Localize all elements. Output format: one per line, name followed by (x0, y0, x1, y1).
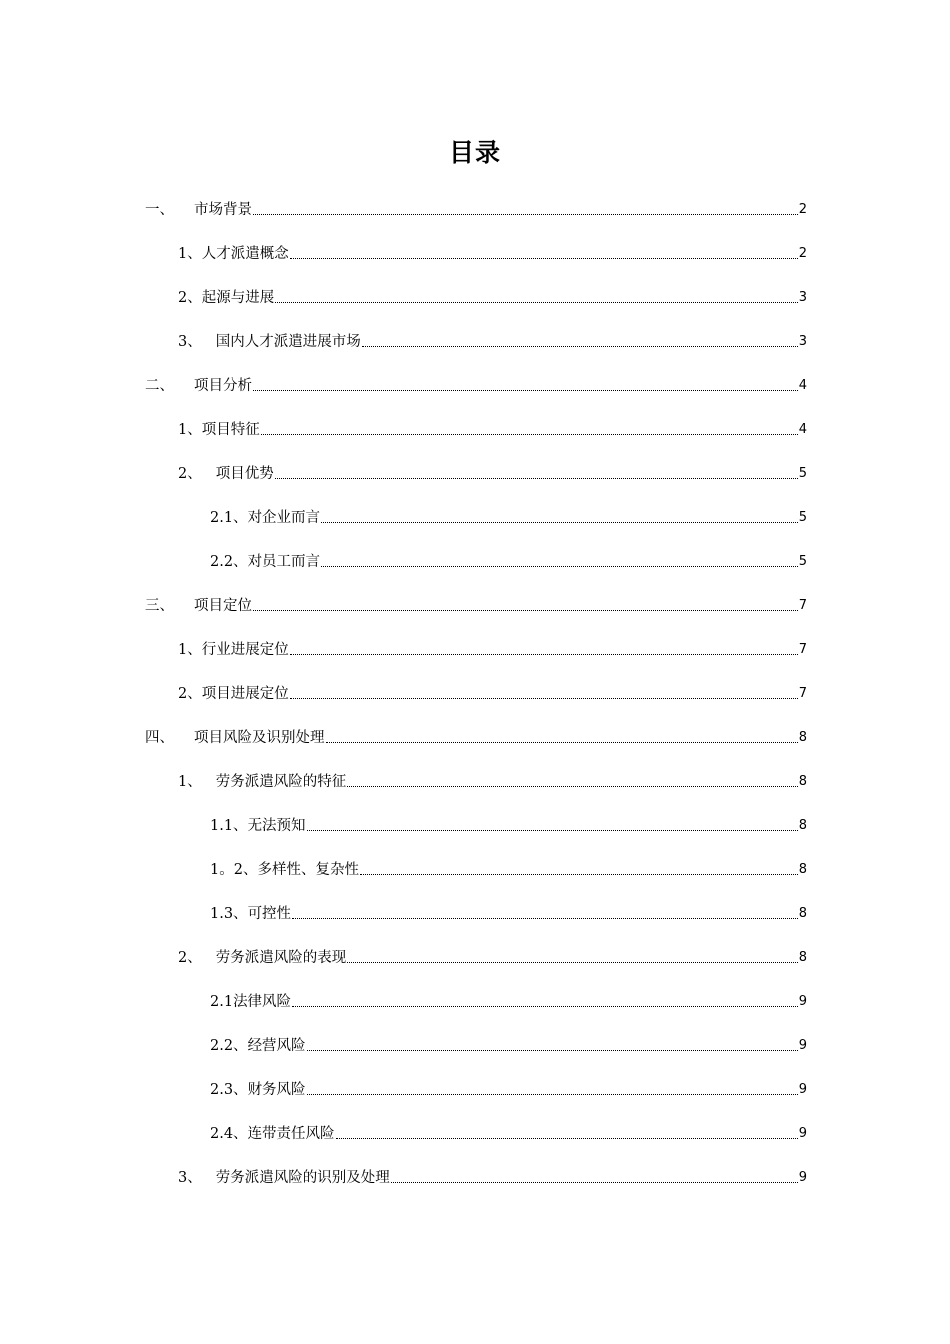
toc-leader-dots (307, 830, 798, 831)
toc-entry-text: 项目定位 (194, 598, 252, 614)
toc-entry[interactable] (178, 241, 807, 263)
toc-entry-number: 2、 (178, 290, 202, 306)
toc-entry[interactable] (210, 1121, 807, 1143)
toc-entry-number: 2、 (178, 686, 202, 702)
toc-entry-text: 国内人才派遣进展市场 (215, 334, 361, 350)
toc-entry-number: 2.1、 (210, 510, 248, 526)
toc-entry-page-number: 8 (798, 950, 807, 965)
toc-leader-dots (307, 1050, 798, 1051)
toc-leader-dots (362, 346, 798, 347)
toc-entry[interactable] (178, 329, 807, 351)
toc-entry[interactable] (210, 857, 807, 879)
toc-entry-text: 项目进展定位 (201, 686, 289, 702)
toc-entry-text: 行业进展定位 (201, 642, 289, 658)
toc-entry[interactable] (210, 1077, 807, 1099)
toc-entry-page-number: 2 (798, 202, 807, 217)
toc-entry-page-number: 8 (798, 906, 807, 921)
toc-leader-dots (347, 786, 797, 787)
toc-leader-dots (253, 390, 798, 391)
toc-leader-dots (347, 962, 797, 963)
toc-entry-number: 四、 (145, 730, 174, 746)
toc-leader-dots (253, 610, 798, 611)
toc-leader-dots (253, 214, 798, 215)
toc-entry-text: 法律风险 (233, 994, 292, 1010)
toc-entry-text: 项目分析 (194, 378, 252, 394)
toc-entry[interactable] (145, 373, 807, 395)
toc-entry-number: 2、 (178, 950, 202, 966)
toc-entry-page-number: 8 (798, 730, 807, 745)
toc-entry-text: 可控性 (247, 906, 292, 922)
toc-entry-number: 2.1 (210, 994, 234, 1010)
toc-entry[interactable] (178, 681, 807, 703)
toc-entry-number: 二、 (145, 378, 174, 394)
toc-entry-text: 劳务派遣风险的识别及处理 (215, 1170, 390, 1186)
toc-entry-text: 市场背景 (194, 202, 252, 218)
toc-entry[interactable] (210, 549, 807, 571)
toc-leader-dots (292, 918, 798, 919)
toc-entry[interactable] (210, 813, 807, 835)
toc-leader-dots (290, 258, 798, 259)
toc-entry-page-number: 7 (798, 598, 807, 613)
toc-entry[interactable] (145, 593, 807, 615)
toc-entry-number: 1.3、 (210, 906, 248, 922)
toc-entry-number: 2.2、 (210, 554, 248, 570)
toc-leader-dots (336, 1138, 798, 1139)
page-title: 目录 (448, 138, 501, 167)
toc-entry[interactable] (178, 637, 807, 659)
toc-leader-dots (275, 478, 798, 479)
toc-entry-text: 项目特征 (201, 422, 260, 438)
toc-entry-number: 三、 (145, 598, 174, 614)
toc-entry-number: 1.1、 (210, 818, 248, 834)
toc-entry-page-number: 5 (798, 554, 807, 569)
toc-entry-page-number: 3 (798, 334, 807, 349)
toc-entry-page-number: 9 (798, 1126, 807, 1141)
toc-entry-number: 3、 (178, 1170, 202, 1186)
toc-entry-page-number: 4 (798, 422, 807, 437)
toc-entry-page-number: 8 (798, 774, 807, 789)
toc-entry[interactable] (178, 1165, 807, 1187)
toc-leader-dots (275, 302, 797, 303)
toc-entry-page-number: 7 (798, 642, 807, 657)
toc-entry-page-number: 9 (798, 1170, 807, 1185)
toc-entry[interactable] (145, 197, 807, 219)
toc-leader-dots (391, 1182, 798, 1183)
toc-entry-text: 劳务派遣风险的表现 (215, 950, 347, 966)
toc-entry-page-number: 3 (798, 290, 807, 305)
toc-entry-number: 1、 (178, 642, 202, 658)
toc-entry-text: 人才派遣概念 (201, 246, 289, 262)
toc-entry-text: 对企业而言 (247, 510, 321, 526)
toc-entry[interactable] (178, 945, 807, 967)
toc-entry-number: 1、 (178, 422, 202, 438)
toc-leader-dots (360, 874, 798, 875)
toc-entry[interactable] (210, 1033, 807, 1055)
toc-entry-page-number: 8 (798, 818, 807, 833)
toc-entry-text: 多样性、复杂性 (257, 862, 359, 878)
toc-entry-text: 经营风险 (247, 1038, 306, 1054)
toc-entry[interactable] (145, 725, 807, 747)
toc-leader-dots (261, 434, 798, 435)
toc-entry-number: 2.4、 (210, 1126, 248, 1142)
toc-leader-dots (307, 1094, 798, 1095)
toc-entry[interactable] (178, 285, 807, 307)
toc-entry-number: 2.2、 (210, 1038, 248, 1054)
toc-entry-page-number: 5 (798, 510, 807, 525)
toc-entry-page-number: 5 (798, 466, 807, 481)
toc-entry[interactable] (210, 989, 807, 1011)
toc-entry-page-number: 9 (798, 1082, 807, 1097)
toc-entry[interactable] (178, 461, 807, 483)
toc-entry[interactable] (210, 901, 807, 923)
toc-leader-dots (321, 566, 798, 567)
toc-entry-page-number: 7 (798, 686, 807, 701)
toc-entry-number: 1、 (178, 774, 202, 790)
toc-entry-page-number: 9 (798, 994, 807, 1009)
toc-entry-page-number: 4 (798, 378, 807, 393)
toc-entry[interactable] (178, 417, 807, 439)
toc-entry-page-number: 9 (798, 1038, 807, 1053)
toc-entry-number: 1、 (178, 246, 202, 262)
toc-entry[interactable] (178, 769, 807, 791)
toc-leader-dots (292, 1006, 798, 1007)
toc-entry-text: 起源与进展 (201, 290, 275, 306)
toc-entry-text: 无法预知 (247, 818, 306, 834)
toc-entry-text: 劳务派遣风险的特征 (215, 774, 347, 790)
toc-entry-number: 一、 (145, 202, 174, 218)
toc-entry-text: 财务风险 (247, 1082, 306, 1098)
toc-leader-dots (290, 654, 798, 655)
toc-leader-dots (321, 522, 798, 523)
toc-entry-page-number: 8 (798, 862, 807, 877)
toc-entry-text: 项目风险及识别处理 (194, 730, 325, 746)
toc-entry-number: 3、 (178, 334, 202, 350)
toc-entry[interactable] (210, 505, 807, 527)
toc-entry-page-number: 2 (798, 246, 807, 261)
toc-entry-text: 连带责任风险 (247, 1126, 335, 1142)
toc-entry-number: 2、 (178, 466, 202, 482)
toc-leader-dots (326, 742, 798, 743)
toc-entry-number: 1。2、 (210, 862, 258, 878)
toc-entry-text: 对员工而言 (247, 554, 321, 570)
toc-entry-number: 2.3、 (210, 1082, 248, 1098)
toc-entry-text: 项目优势 (215, 466, 274, 482)
toc-leader-dots (290, 698, 798, 699)
